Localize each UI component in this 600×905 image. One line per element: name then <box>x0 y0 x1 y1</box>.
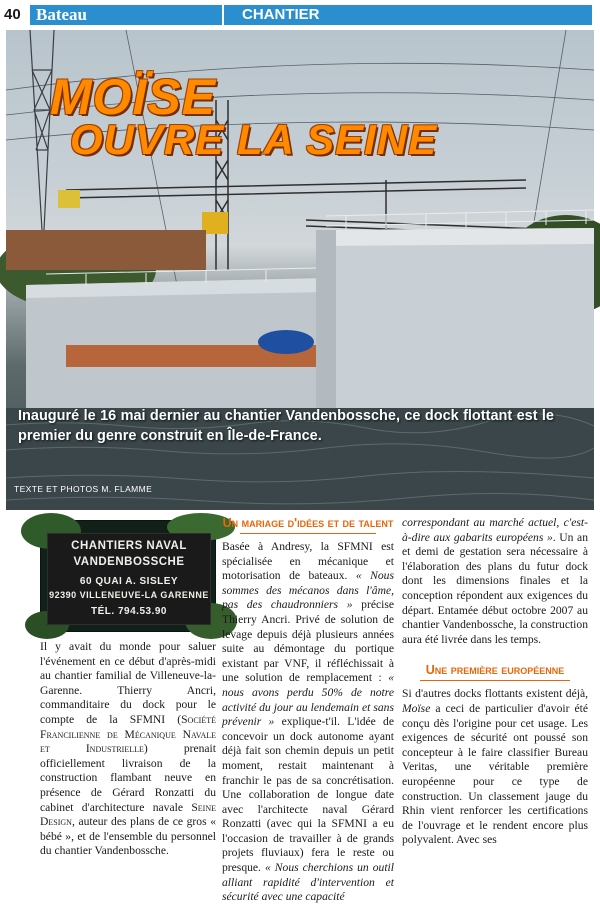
column-1 <box>40 640 216 859</box>
column-3 <box>402 516 588 848</box>
col1-paragraph: Il y avait du monde pour saluer l'événement en ce début d'après-midi au chantier familial de Villeneuve-la-Garenne. Thierry Ancri, commanditaire du dock pour le compte de la SFMNI (Société Francilienne de Mécanique Navale et Industrielle) prenait officiellement livraison de la construction flambant neuve en présence de Gérard Ronzatti du cabinet d'architecture navale Seine Design, auteur des plans de ce gros « bébé », et de l'ensemble du personnel du chantier Vandenbossche. <box>40 640 217 858</box>
sign-board <box>47 533 211 625</box>
magazine-rubric: Bateau <box>30 5 222 25</box>
photo-credit <box>14 484 152 494</box>
pylon <box>30 30 54 230</box>
col3-paragraph-2: Si d'autres docks flottants existent déjà, Moïse a ceci de particulier d'avoir été conçu dès l'origine pour cet usage. Les exigences de sécurité ont poussé son concepteur à le faire classifier Bureau Veritas, une véritable première européenne pour ce type de construction. Un classement jauge du Rhin vient renforcer les certifications de l'ouvrage et le rendent encore plus polyvalent. Avec ses <box>402 687 588 847</box>
sign-line-3: 60 QUAI A. SISLEY <box>79 576 179 587</box>
column-2 <box>222 516 394 905</box>
dock-high-wall <box>316 228 594 428</box>
subheading-rule <box>240 533 376 534</box>
headline-line-1: MOÏSE <box>50 69 217 125</box>
subheading-premiere-europeenne: Une première européenne <box>425 663 565 678</box>
shipyard-sign-photo <box>40 520 216 632</box>
photo-caption: Inauguré le 16 mai dernier au chantier Vandenbossche, ce dock flottant est le premier du genre construit en Île-de-France. <box>18 408 554 444</box>
sign-line-4: 92390 VILLENEUVE-LA GARENNE <box>49 590 209 600</box>
headline-line-2: OUVRE LA SEINE <box>70 116 438 163</box>
sign-line-1: CHANTIERS NAVAL <box>71 540 187 552</box>
sign-line-2: VANDENBOSSCHE <box>73 556 185 568</box>
blue-tarp <box>258 330 314 354</box>
page-header <box>0 0 600 30</box>
section-label: CHANTIER <box>222 5 592 25</box>
credit-name: M. FLAMME <box>101 484 153 494</box>
crane-counterweight <box>58 190 80 208</box>
sign-line-5: TÉL. 794.53.90 <box>91 606 167 617</box>
col3-paragraph-1: correspondant au marché actuel, c'est-à-dire aux gabarits européens ». Un an et demi de gestation sera nécessaire à l'élaboration des plans du futur dock dont les dimensions finales et la conception répondent aux exigences du départ. Entamée début octobre 2007 au chantier Vandenbossche, la construction aura été livrée dans les temps. <box>402 516 589 646</box>
col2-paragraph: Basée à Andresy, la SFMNI est spécialisée en mécanique et motorisation de bateaux. « Nous sommes des mécanos dans l'âme, pas des chaudronniers » précise Thierry Ancri. Privé de solution de levage depuis déjà plusieurs années suite au démontage du portique existant par VNF, il réfléchissait à une solution de remplacement : « nous avons perdu 50% de notre activité du jour au lendemain et sans prévenir » explique-t'il. L'idée de concevoir un dock autonome ayant déjà fait son chemin depuis un petit moment, restait maintenant à franchir le pas de sa concrétisation. Une collaboration de longue date avec l'architecte naval Gérard Ronzatti (avec qui la SFMNI a eu l'occasion de travailler à de grands projets fluviaux) fera le reste ou presque. « Nous cherchions un outil alliant rapidité d'intervention et sécurité avec une capacité <box>222 540 394 904</box>
credit-prefix: TEXTE ET PHOTOS <box>14 484 99 494</box>
subheading-rule <box>420 680 570 681</box>
workshop-building <box>6 230 206 270</box>
subheading-mariage: Un mariage d'idées et de talent <box>222 516 394 530</box>
page-number: 40 <box>4 6 21 23</box>
